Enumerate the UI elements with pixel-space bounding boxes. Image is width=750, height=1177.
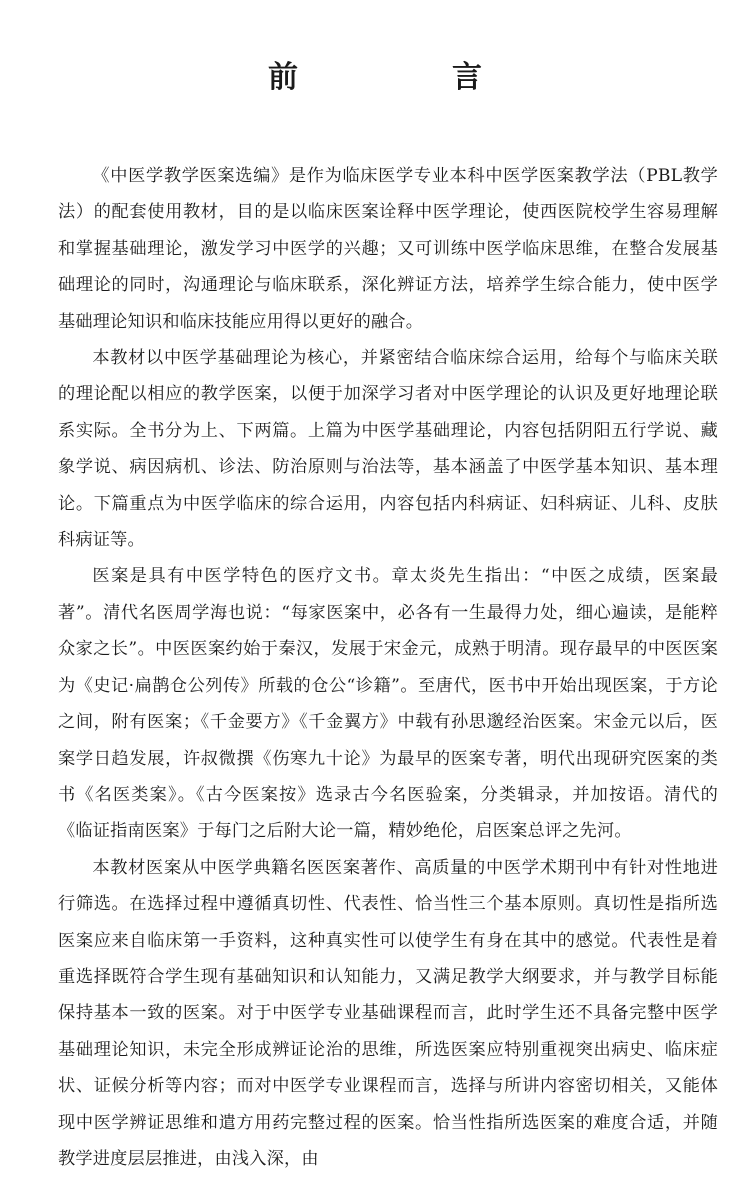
paragraph-4: 本教材医案从中医学典籍名医医案著作、高质量的中医学术期刊中有针对性地进行筛选。在选择过程中遵循真切性、代表性、恰当性三个基本原则。真切性是指所选医案应来自临床第一手资料，这种真实性可以使学生有身在其中的感觉。代表性是着重选择既符合学生现有基础知识和认知能力，又满足教学大纲要求，并与教学目标能保持基本一致的医案。对于中医学专业基础课程而言，此时学生还不具备完整中医学基础理论知识，未完全形成辨证论治的思维，所选医案应特别重视突出病史、临床症状、证候分析等内容；而对中医学专业课程而言，选择与所讲内容密切相关，又能体现中医学辨证思维和遣方用药完整过程的医案。恰当性指所选医案的难度合适，并随教学进度层层推进，由浅入深，由 xyxy=(58,857,718,1169)
page-title: 前 言 xyxy=(268,60,544,95)
paragraph-1: 《中医学教学医案选编》是作为临床医学专业本科中医学医案教学法（PBL教学法）的配套使用教材，目的是以临床医案诠释中医学理论，使西医院校学生容易理解和掌握基础理论，激发学习中医学的兴趣；又可训练中医学临床思维，在整合发展基础理论的同时，沟通理论与临床联系，深化辨证方法，培养学生综合能力，使中医学基础理论知识和临床技能应用得以更好的融合。 xyxy=(58,166,718,332)
paragraph-2: 本教材以中医学基础理论为核心，并紧密结合临床综合运用，给每个与临床关联的理论配以相应的教学医案，以便于加深学习者对中医学理论的认识及更好地理论联系实际。全书分为上、下两篇。上篇为中医学基础理论，内容包括阴阳五行学说、藏象学说、病因病机、诊法、防治原则与治法等，基本涵盖了中医学基本知识、基本理论。下篇重点为中医学临床的综合运用，内容包括内科病证、妇科病证、儿科、皮肤科病证等。 xyxy=(58,348,718,551)
paragraph-3: 医案是具有中医学特色的医疗文书。章太炎先生指出：“中医之成绩，医案最著”。清代名医周学海也说：“每家医案中，必各有一生最得力处，细心遍读，是能粹众家之长”。中医医案约始于秦汉，发展于宋金元，成熟于明清。现存最早的中医医案为《史记·扁鹊仓公列传》所载的仓公“诊籍”。至唐代，医书中开始出现医案，于方论之间，附有医案；《千金要方》《千金翼方》中载有孙思邈经治医案。宋金元以后，医案学日趋发展，许叔微撰《伤寒九十论》为最早的医案专著，明代出现研究医案的类书《名医类案》。《古今医案按》选录古今名医验案，分类辑录，并加按语。清代的《临证指南医案》于每门之后附大论一篇，精妙绝伦，启医案总评之先河。 xyxy=(58,566,718,842)
preface-body xyxy=(58,158,718,1177)
